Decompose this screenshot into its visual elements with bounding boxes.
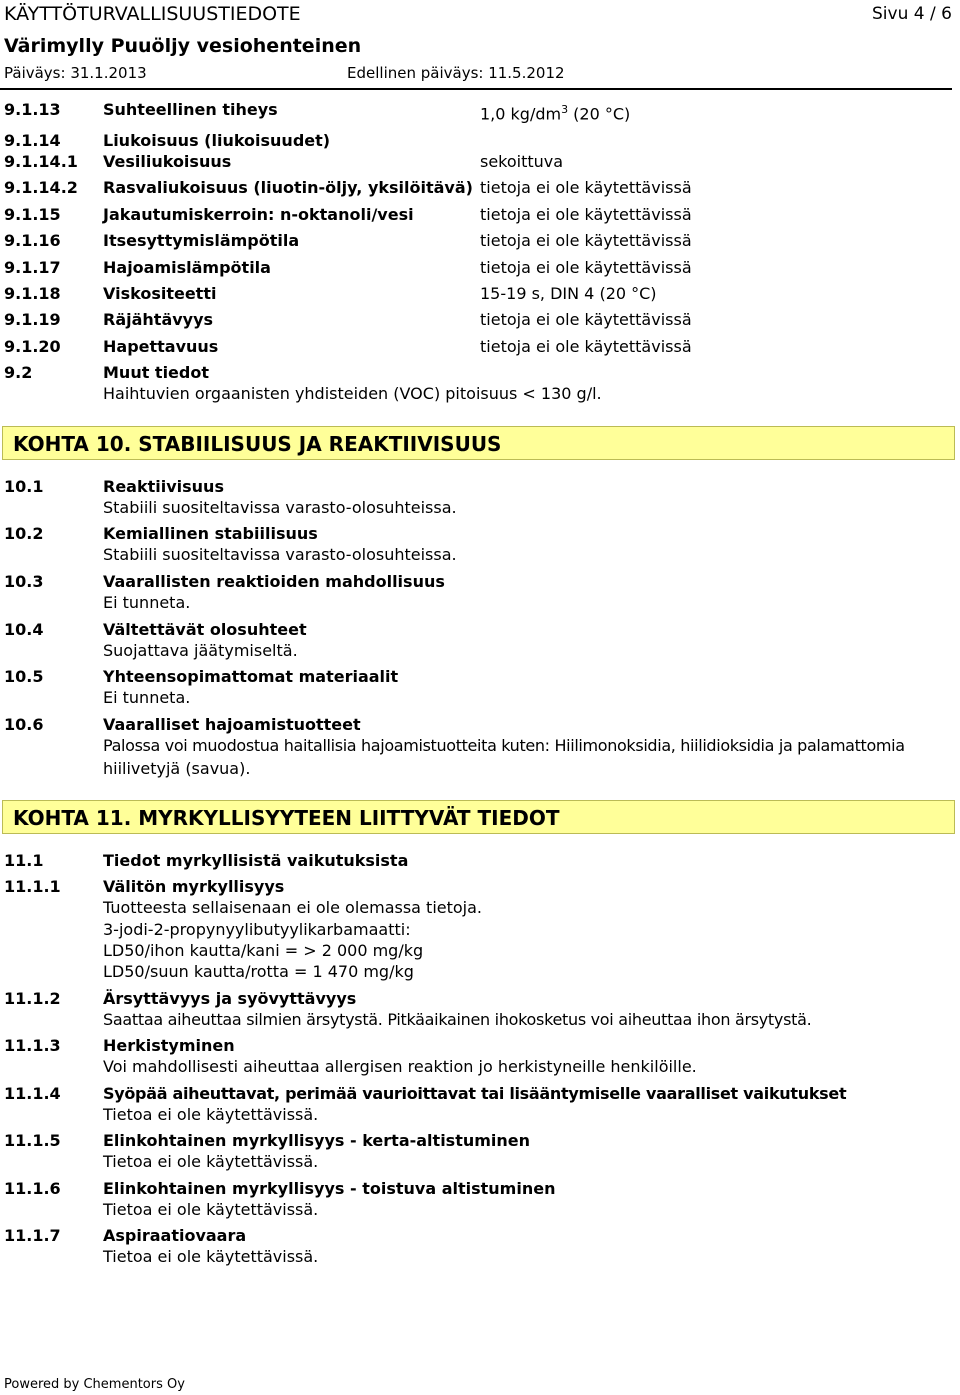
item-label: Reaktiivisuus (103, 477, 224, 496)
item-number: 9.1.18 (4, 284, 61, 303)
item-value: 15-19 s, DIN 4 (20 °C) (480, 284, 657, 303)
item-number: 9.1.13 (4, 100, 61, 119)
item-label: Aspiraatiovaara (103, 1226, 247, 1245)
item-label: Syöpää aiheuttavat, perimää vaurioittavat tai lisääntymiselle vaaralliset vaikutukset (103, 1084, 847, 1103)
item-number: 10.3 (4, 572, 44, 591)
item-text: 3-jodi-2-propynyylibutyylikarbamaatti: (103, 920, 411, 939)
section-11-header (2, 800, 955, 834)
section-title: KOHTA 10. STABIILISUUS JA REAKTIIVISUUS (13, 432, 502, 456)
product-name: Värimylly Puuöljy vesiohenteinen (4, 35, 362, 57)
date: Päiväys: 31.1.2013 (4, 64, 147, 82)
item-label: Vaaralliset hajoamistuotteet (103, 715, 361, 734)
item-value: sekoittuva (480, 152, 564, 171)
item-text: hiilivetyjä (savua). (103, 759, 251, 778)
section-10-header (2, 426, 955, 460)
item-label: Hajoamislämpötila (103, 258, 271, 277)
item-text: Ei tunneta. (103, 593, 191, 612)
section-title: KOHTA 11. MYRKYLLISYYTEEN LIITTYVÄT TIEDOT (13, 806, 560, 830)
item-label: Suhteellinen tiheys (103, 100, 278, 119)
item-text: Haihtuvien orgaanisten yhdisteiden (VOC) pitoisuus < 130 g/l. (103, 384, 602, 403)
item-number: 9.1.16 (4, 231, 61, 250)
item-number: 9.1.20 (4, 337, 61, 356)
item-number: 11.1.1 (4, 877, 61, 896)
item-label: Elinkohtainen myrkyllisyys - toistuva altistuminen (103, 1179, 556, 1198)
item-number: 11.1.4 (4, 1084, 61, 1103)
item-number: 9.1.14.2 (4, 178, 78, 197)
item-value: 1,0 $kg/dm^3$ (20 °C) (480, 103, 631, 124)
item-label: Räjähtävyys (103, 310, 214, 329)
item-number: 10.4 (4, 620, 44, 639)
item-text: Saattaa aiheuttaa silmien ärsytystä. Pitkäaikainen ihokosketus voi aiheuttaa ihon ärsytystä. (103, 1010, 812, 1029)
item-label: Ärsyttävyys ja syövyttävyys (103, 989, 357, 1008)
item-text: Tuotteesta sellaisenaan ei ole olemassa tietoja. (103, 898, 483, 917)
item-text: Stabiili suositeltavissa varasto-olosuhteissa. (103, 498, 457, 517)
item-number: 11.1.7 (4, 1226, 61, 1245)
item-text: Stabiili suositeltavissa varasto-olosuhteissa. (103, 545, 457, 564)
item-label: Vaarallisten reaktioiden mahdollisuus (103, 572, 445, 591)
item-value: tietoja ei ole käytettävissä (480, 310, 692, 329)
item-label: Liukoisuus (liukoisuudet) (103, 131, 331, 150)
item-number: 9.1.14 (4, 131, 61, 150)
item-number: 10.5 (4, 667, 44, 686)
item-value: tietoja ei ole käytettävissä (480, 258, 692, 277)
item-text: Ei tunneta. (103, 688, 191, 707)
item-number: 11.1.2 (4, 989, 61, 1008)
item-text: Tietoa ei ole käytettävissä. (103, 1105, 319, 1124)
item-label: Kemiallinen stabiilisuus (103, 524, 318, 543)
item-number: 9.1.14.1 (4, 152, 78, 171)
item-number: 9.1.19 (4, 310, 61, 329)
item-text: Palossa voi muodostua haitallisia hajoamistuotteita kuten: Hiilimonoksidia, hiilidioksidia ja palamattomia (103, 736, 905, 755)
item-label: Jakautumiskerroin: n-oktanoli/vesi (103, 205, 414, 224)
item-number: 11.1.3 (4, 1036, 61, 1055)
item-number: 11.1.6 (4, 1179, 61, 1198)
item-label: Välitön myrkyllisyys (103, 877, 285, 896)
item-label: Itsesyttymislämpötila (103, 231, 300, 250)
item-number: 9.1.15 (4, 205, 61, 224)
footer-credit: Powered by Chementors Oy (4, 1377, 185, 1392)
item-value: tietoja ei ole käytettävissä (480, 205, 692, 224)
item-label: Herkistyminen (103, 1036, 235, 1055)
header-divider (0, 88, 952, 90)
item-number: 11.1 (4, 851, 44, 870)
item-text: Tietoa ei ole käytettävissä. (103, 1152, 319, 1171)
item-number: 9.1.17 (4, 258, 61, 277)
item-text: LD50/suun kautta/rotta = 1 470 mg/kg (103, 962, 414, 981)
item-number: 10.1 (4, 477, 44, 496)
item-value: tietoja ei ole käytettävissä (480, 231, 692, 250)
item-label: Hapettavuus (103, 337, 219, 356)
item-number: 9.2 (4, 363, 33, 382)
item-text: Voi mahdollisesti aiheuttaa allergisen reaktion jo herkistyneille henkilöille. (103, 1057, 697, 1076)
item-label: Muut tiedot (103, 363, 209, 382)
item-value: tietoja ei ole käytettävissä (480, 337, 692, 356)
item-number: 10.2 (4, 524, 44, 543)
item-label: Vesiliukoisuus (103, 152, 232, 171)
item-label: Vältettävät olosuhteet (103, 620, 307, 639)
item-label: Rasvaliukoisuus (liuotin-öljy, yksilöitävä) (103, 178, 473, 197)
item-label: Tiedot myrkyllisistä vaikutuksista (103, 851, 409, 870)
item-label: Elinkohtainen myrkyllisyys - kerta-altistuminen (103, 1131, 531, 1150)
item-label: Viskositeetti (103, 284, 217, 303)
item-label: Yhteensopimattomat materiaalit (103, 667, 399, 686)
previous-date: Edellinen päiväys: 11.5.2012 (347, 64, 565, 82)
item-text: Tietoa ei ole käytettävissä. (103, 1247, 319, 1266)
item-value: tietoja ei ole käytettävissä (480, 178, 692, 197)
item-text: LD50/ihon kautta/kani = > 2 000 mg/kg (103, 941, 424, 960)
item-text: Tietoa ei ole käytettävissä. (103, 1200, 319, 1219)
item-number: 10.6 (4, 715, 44, 734)
item-number: 11.1.5 (4, 1131, 61, 1150)
document-title: KÄYTTÖTURVALLISUUSTIEDOTE (4, 3, 301, 25)
item-text: Suojattava jäätymiseltä. (103, 641, 298, 660)
page-number: Sivu 4 / 6 (872, 4, 952, 24)
